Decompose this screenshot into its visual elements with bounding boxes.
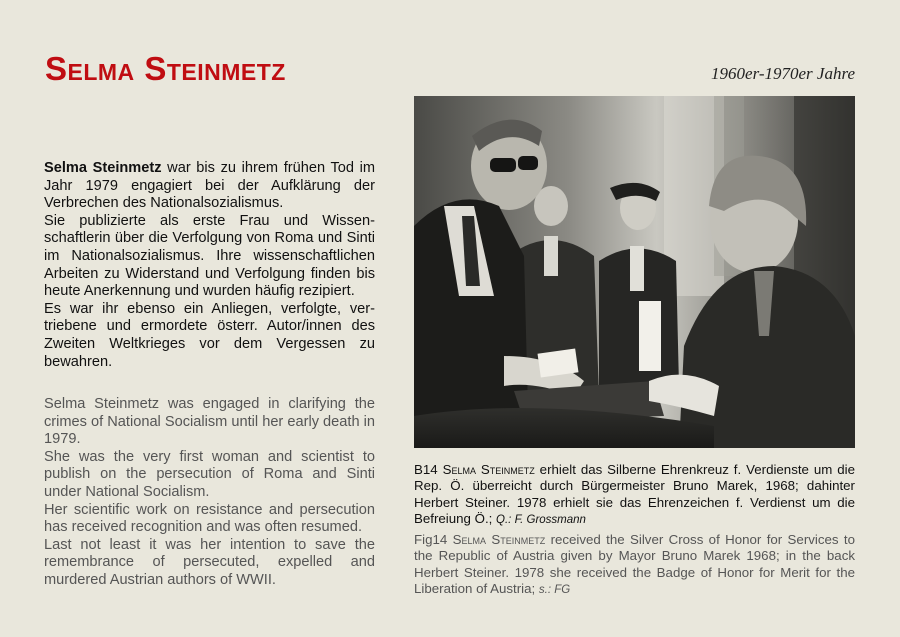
page-title: Selma Steinmetz bbox=[45, 50, 286, 87]
caption-german-fig: B14 bbox=[414, 462, 438, 477]
historical-photo bbox=[414, 96, 855, 448]
caption-english-fig: Fig14 bbox=[414, 532, 448, 547]
caption-english-text: received the Silver Cross of Honor for Services to the Republic of Austria given by Mayor Bruno Marek 1968; in the back Herbert Steiner. 1978 she received the Badge of Honor for Merit for the Liberation of Austria; bbox=[414, 532, 855, 597]
caption-german-credit: Q.: F. Grossmann bbox=[496, 514, 586, 527]
caption-german-name: Selma Steinmetz bbox=[442, 462, 535, 477]
german-paragraph-1 bbox=[44, 160, 375, 213]
caption-english-credit: s.: FG bbox=[538, 584, 571, 597]
german-text-block bbox=[44, 160, 375, 371]
english-paragraph-3: Her scientific work on resistance and persecution has received recognition and was often resumed. bbox=[44, 501, 375, 536]
caption-german-text: erhielt das Silberne Ehrenkreuz f. Verdienste um die Rep. Ö. überreicht durch Bürgermeister Bruno Marek, 1968; dahinter Herbert Steiner. 1978 erhielt sie das Ehrenzeichen f. Verdienst um die Befreiung Ö.; bbox=[414, 462, 855, 527]
german-p1-text: war bis zu ihrem frühen Tod im Jahr 1979 engagiert bei der Aufklärung der Verbrechen des Nationalsozialismus. bbox=[44, 160, 375, 212]
english-text-block bbox=[44, 396, 375, 590]
photo-illustration bbox=[414, 96, 855, 448]
german-name-bold: Selma Steinmetz bbox=[44, 160, 162, 176]
caption-english bbox=[414, 532, 855, 599]
german-paragraph-3: Es war ihr ebenso ein Anliegen, verfolgte, vertriebene und ermordete österr. Autor/innen des Zweiten Weltkrieges vor dem Vergessen zu bewahren. bbox=[44, 300, 375, 370]
english-paragraph-2: She was the very first woman and scientist to publish on the persecution of Roma and Sinti under National Socialism. bbox=[44, 448, 375, 500]
english-paragraph-4: Last not least it was her intention to save the remembrance of persecuted, expelled and murdered Austrian authors of WWII. bbox=[44, 536, 375, 588]
caption-german bbox=[414, 462, 855, 529]
german-paragraph-2: Sie publizierte als erste Frau und Wissenschaftlerin über die Verfolgung von Roma und Sinti im Nationalsozialismus. Ihre wissenschaftlichen Arbeiten zu Widerstand und Verfolgung finden bis heute Anerkennung und wurden häufig rezipiert. bbox=[44, 212, 375, 300]
english-paragraph-1: Selma Steinmetz was engaged in clarifying the crimes of National Socialism until her early death in 1979. bbox=[44, 396, 375, 448]
caption-english-name: Selma Steinmetz bbox=[452, 532, 546, 547]
period-label: 1960er-1970er Jahre bbox=[711, 64, 855, 83]
